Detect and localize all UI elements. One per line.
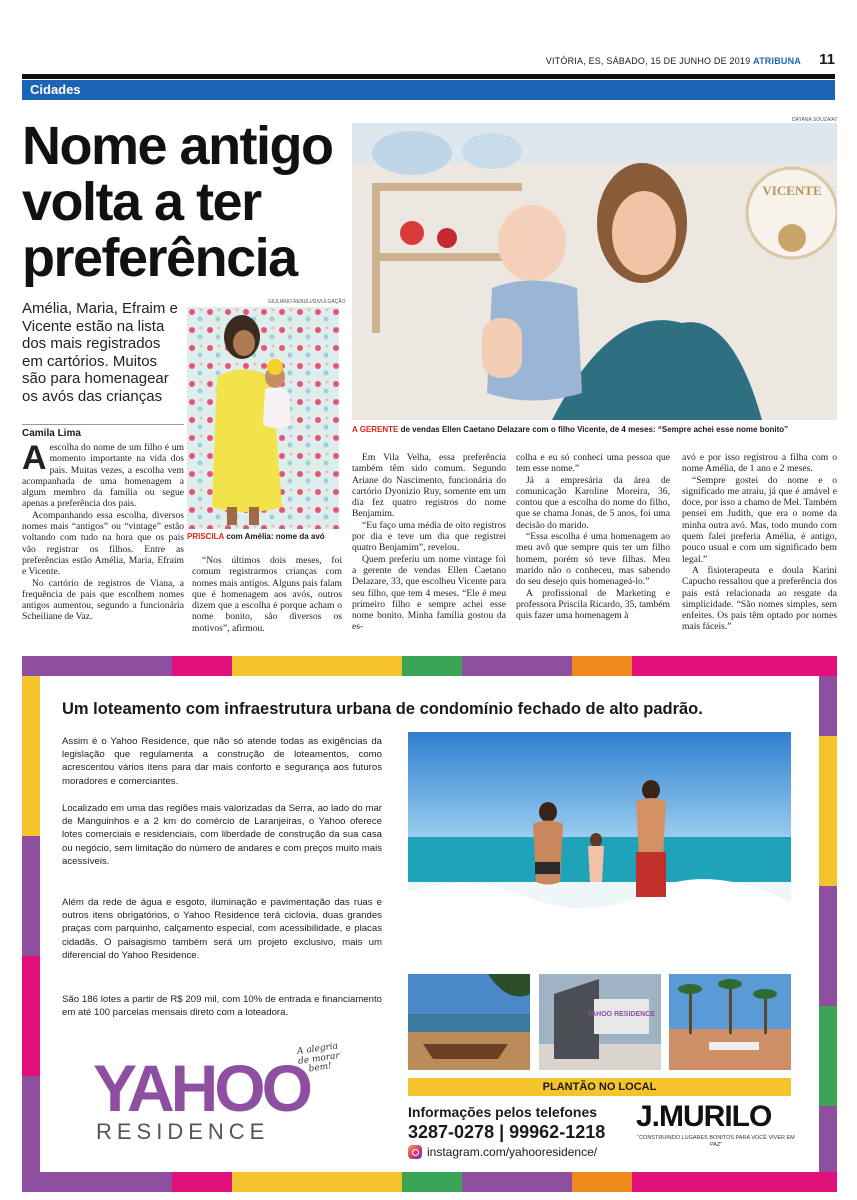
byline: Camila Lima <box>22 424 184 439</box>
dropcap: A <box>22 439 47 477</box>
column-1-paragraph-3: No cartório de registros de Viana, a frequência de pais que escolhem nomes antigos aumentou, segundo a funcionária Scheiliane de Vaz. <box>22 577 184 623</box>
boat-beach-photo <box>408 974 530 1070</box>
header-date-line <box>546 56 801 66</box>
jmurilo-logo <box>636 1100 796 1148</box>
beach-photo-illustration <box>408 732 791 966</box>
instagram-icon <box>408 1145 422 1159</box>
small-photo-caption <box>187 532 347 542</box>
column-5-paragraph-2: “Sempre gostei do nome e o significado me atraiu, já que é amável e doce, por isso a chamo de Mel. Também pensei em Judith, que era o nome da minha outra avó. Mas, todo mundo com quem falei preferia Amélia, é antigo, pouco usual e com um significado bem legal.” <box>682 474 838 565</box>
main-photo-illustration <box>352 123 837 420</box>
yahoo-letter: YAHOO <box>93 1051 309 1125</box>
small-photo-credit: GIULIANO REBULI/DIVULGAÇÃO <box>268 299 346 305</box>
article-column-4 <box>516 452 670 621</box>
section-bar <box>22 80 835 100</box>
ad-paragraph-2: Localizado em uma das regiões mais valorizadas da Serra, ao lado do mar de Manguinhos e a 2 km do comércio de Laranjeiras, o Yahoo oferece lotes comerciais e residenciais, com liberdade de construção da sua casa ou negócio, sem limitação do número de andares e com preços muito mais acessíveis. <box>62 803 382 867</box>
newspaper-brand: ATRIBUNA <box>753 56 801 66</box>
yahoo-residence-logo <box>93 1041 341 1165</box>
column-3-paragraph-2: “Eu faço uma média de oito registros por dia e teve um dia que registrei quatro Benjamim”, revelou. <box>352 519 506 554</box>
ad-paragraph-4: São 186 lotes a partir de R$ 209 mil, com 10% de entrada e financiamento em até 100 parcelas mensais direto com a loteadora. <box>62 994 382 1019</box>
header-rule <box>22 74 835 79</box>
yahoo-logo-residence: RESIDENCE <box>96 1119 270 1144</box>
column-1-paragraph-2: Acompanhando essa escolha, diversos nomes mais “antigos” ou “vintage” estão voltando com tudo na hora que os pais vão registrar os filhos. Entre as preferências estão Amélia, Maria, Efraim e Vicente. <box>22 509 184 578</box>
page-number: 11 <box>819 51 835 68</box>
instagram-link[interactable] <box>408 1145 597 1159</box>
main-caption-lead: A GERENTE <box>352 425 399 434</box>
phone-numbers: 3287-0278 | 99962-1218 <box>408 1122 606 1142</box>
column-1-paragraph-1-text: escolha do nome de um filho é um momento importante na vida dos pais. Muitas vezes, a escolha vem acompanhada de uma homenagem a algum membro da família ou segue apenas a preferência dos pais. <box>22 442 184 510</box>
sign-photo-illustration <box>539 974 661 1070</box>
residence-sign-photo <box>539 974 661 1070</box>
section-label: Cidades <box>30 82 81 97</box>
column-3-paragraph-1: Em Vila Velha, essa preferência também têm sido comum. Segundo Ariane do Nascimento, funcionária do cartório Dyonizio Ruy, somente em um dia fez quatro registros do nome Benjamim. <box>352 452 506 520</box>
ellen-vicente-photo <box>352 123 837 420</box>
article-column-2 <box>192 555 342 634</box>
article-column-3 <box>352 452 506 633</box>
yahoo-logo-word <box>93 1053 309 1123</box>
article-column-5 <box>682 452 837 633</box>
column-5-paragraph-3: A fisioterapeuta e doula Karini Capucho ressaltou que a preferência dos pais está relacionada ao resgate da simplicidade. “São nomes simples, sem enfeites. Os pais têm optado por nomes mais fáceis.” <box>682 564 837 633</box>
palm-square-photo <box>669 974 791 1070</box>
beach-family-photo <box>408 732 791 966</box>
palm-photo-illustration <box>669 974 791 1070</box>
priscila-photo <box>187 307 339 529</box>
column-4-paragraph-1: colha e eu só conheci uma pessoa que tem esse nome.” <box>516 452 670 475</box>
subhead: Amélia, Maria, Efraim e Vicente estão na lista dos mais registrados em cartórios. Muitos são para homenagear os avós das crianças <box>22 300 178 405</box>
article-column-1 <box>22 439 184 623</box>
column-2-paragraph-1: “Nos últimos dois meses, foi comum registrarmos crianças com nomes mais antigos. Alguns pais falam que é homenagem aos avós, outros dizem que a escolha é porque acham o nome bonito, são diversos os motivos”, afirmou. <box>192 555 342 634</box>
main-caption-text: de vendas Ellen Caetano Delazare com o filho Vicente, de 4 meses: “Sempre achei esse nome bonito” <box>398 425 789 434</box>
priscila-photo-illustration <box>187 307 339 529</box>
column-4-paragraph-2: Já a empresária da área de comunicação Karoline Moreira, 36, contou que a escolha do nome do filho, que se chama Jonas, de 5 anos, foi uma decisão do marido. <box>516 474 670 531</box>
sign-text: YAHOO RESIDENCE <box>587 1011 655 1018</box>
headline: Nome antigo volta a ter preferência <box>22 116 333 288</box>
ad-title: Um loteamento com infraestrutura urbana de condomínio fechado de alto padrão. <box>62 700 703 718</box>
instagram-url[interactable]: instagram.com/yahooresidence/ <box>427 1145 598 1159</box>
small-caption-text: com Amélia: nome da avó <box>224 532 325 541</box>
column-1-paragraph-1 <box>22 439 184 510</box>
vicente-sign: VICENTE <box>762 183 822 198</box>
small-caption-lead: PRISCILA <box>187 532 225 541</box>
phone-2[interactable]: 99962-1218 <box>509 1122 606 1142</box>
main-photo-caption <box>352 425 837 435</box>
publication-date: VITÓRIA, ES, SÁBADO, 15 DE JUNHO DE 2019 <box>545 56 751 66</box>
jmurilo-tagline: “CONSTRUINDO LUGARES BONITOS PARA VOCÊ VIVER EM PAZ” <box>637 1135 795 1148</box>
main-photo-credit: DAYANA SOUZA/AT <box>792 117 838 123</box>
phone-info-label: Informações pelos telefones <box>408 1104 598 1120</box>
boat-photo-illustration <box>408 974 530 1070</box>
jmurilo-name: J.MURILO <box>636 1100 772 1133</box>
column-3-paragraph-3: Quem preferiu um nome vintage foi a gerente de vendas Ellen Caetano Delazare, 33, que escolheu Vicente para seu filho, que tem 4 meses. “Ele é meu primeiro filho e sempre achei esse nome bonito. Minha família gostou da es- <box>352 553 506 633</box>
yahoo-logo-tagline: A alegria de morar bem! <box>296 1041 341 1075</box>
page-header <box>22 50 835 72</box>
column-4-paragraph-3: “Essa escolha é uma homenagem ao meu avô que sempre quis ter um filho homem, porém só teve filhas. Meu marido não o conheceu, mas sabendo do seu desejo quis homenageá-lo.” <box>516 531 670 588</box>
ad-paragraph-1: Assim é o Yahoo Residence, que não só atende todas as exigências da legislação que regulamenta a construção de loteamentos, como acrescentou vários itens para dar mais conforto e segurança aos futuros moradores e comerciantes. <box>62 736 382 787</box>
ad-paragraph-3: Além da rede de água e esgoto, iluminação e pavimentação das ruas e outros itens obrigatórios, o Yahoo Residence terá ciclovia, duas grandes praças com parquinho, calçamento especial, com acessibilidade, e placas cidadãs. O paisagismo também será um projeto exclusivo, mais um diferencial do Yahoo Residence. <box>62 897 382 961</box>
plantao-banner: PLANTÃO NO LOCAL <box>408 1078 791 1096</box>
phone-1[interactable]: 3287-0278 <box>408 1122 495 1142</box>
column-4-paragraph-4: A profissional de Marketing e professora Priscila Ricardo, 35, também quis fazer uma homenagem à <box>516 587 670 622</box>
column-5-paragraph-1: avó e por isso registrou a filha com o nome Amélia, de 1 ano e 2 meses. <box>682 452 837 475</box>
